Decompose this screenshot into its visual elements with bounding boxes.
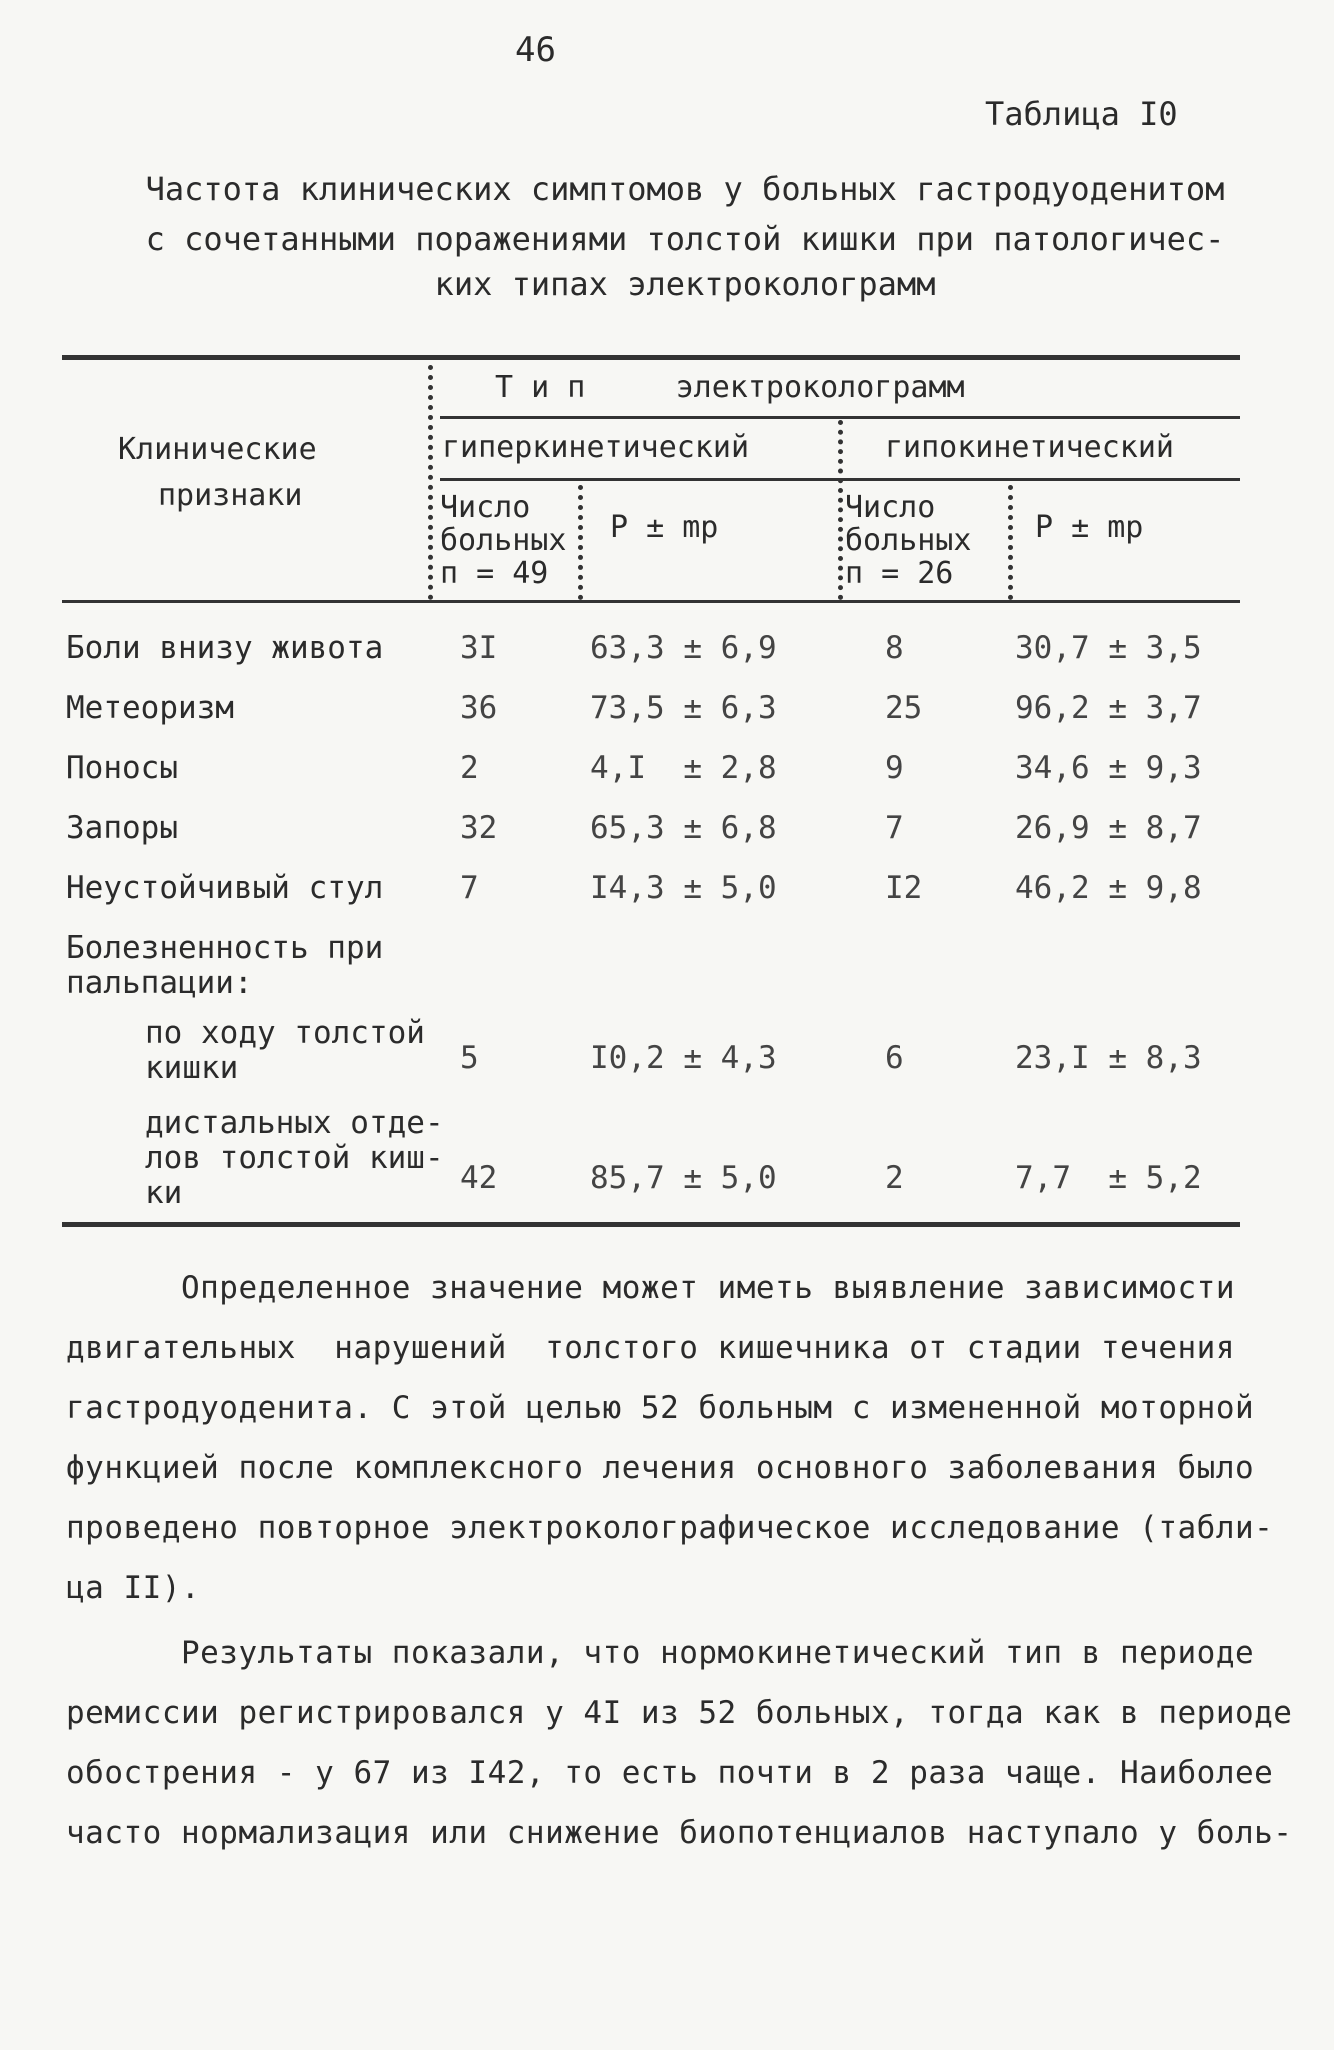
body-line-2: двигательных нарушений толстого кишечника от стадии течения bbox=[66, 1330, 1235, 1366]
row-n1: 36 bbox=[460, 690, 498, 726]
sub2-label-3: ки bbox=[145, 1175, 183, 1211]
row-n1: 7 bbox=[460, 870, 479, 906]
header-bottom-rule bbox=[62, 600, 1240, 603]
row-p1: 65,3 ± 6,8 bbox=[590, 810, 777, 846]
pain-header-2: пальпации: bbox=[66, 965, 253, 1001]
header-type: Т и п электрокологрaмм bbox=[495, 370, 965, 405]
pain-header-1: Болезненность при bbox=[66, 930, 384, 966]
row-p2: 23,I ± 8,3 bbox=[1015, 1040, 1202, 1076]
row-p2: 30,7 ± 3,5 bbox=[1015, 630, 1202, 666]
sub2-label-1: дистальных отде- bbox=[145, 1105, 444, 1141]
count-hyper-2: больных bbox=[440, 523, 567, 558]
body-line-1: Определенное значение может иметь выявление зависимости bbox=[66, 1270, 1235, 1306]
header-hyper: гиперкинетический bbox=[442, 430, 750, 465]
row-label: Метеоризм bbox=[66, 690, 234, 726]
table-bottom-rule bbox=[62, 1222, 1240, 1227]
count-hyper-3: п = 49 bbox=[440, 556, 549, 591]
table-title-line-2: с сочетанными поражениями толстой кишки при патологичес- bbox=[145, 220, 1225, 258]
col-header-signs-1: Клинические bbox=[118, 432, 317, 467]
row-n1: 3I bbox=[460, 630, 498, 666]
p-header-hyper: Р ± mр bbox=[610, 510, 719, 545]
body-line-6: ца II). bbox=[66, 1570, 201, 1606]
sub1-label-1: по ходу толстой bbox=[145, 1015, 425, 1051]
dotted-divider-count2 bbox=[1008, 485, 1013, 600]
table-label: Таблица I0 bbox=[985, 95, 1178, 133]
row-p2: 46,2 ± 9,8 bbox=[1015, 870, 1202, 906]
row-n2: 7 bbox=[885, 810, 904, 846]
table-title-line-1: Частота клинических симптомов у больных гастродуоденитом bbox=[145, 170, 1225, 208]
row-p2: 96,2 ± 3,7 bbox=[1015, 690, 1202, 726]
body-line-3: гастродуоденита. С этой целью 52 больным с измененной моторной bbox=[66, 1390, 1255, 1426]
row-p1: 4,I ± 2,8 bbox=[590, 750, 777, 786]
count-hyper-1: Число bbox=[440, 490, 531, 525]
header-divider-type bbox=[440, 416, 1240, 419]
row-p1: 63,3 ± 6,9 bbox=[590, 630, 777, 666]
row-n1: 42 bbox=[460, 1160, 498, 1196]
sub2-label-2: лов толстой киш- bbox=[145, 1140, 444, 1176]
row-p2: 26,9 ± 8,7 bbox=[1015, 810, 1202, 846]
row-n2: 2 bbox=[885, 1160, 904, 1196]
row-n1: 2 bbox=[460, 750, 479, 786]
body-line-4: функцией после комплексного лечения основного заболевания было bbox=[66, 1450, 1255, 1486]
header-hypo: гипокинетический bbox=[885, 430, 1174, 465]
row-n1: 5 bbox=[460, 1040, 479, 1076]
row-label: Боли внизу живота bbox=[66, 630, 384, 666]
row-p1: I4,3 ± 5,0 bbox=[590, 870, 777, 906]
body-line-9: обострения - у 67 из I42, то есть почти в 2 раза чаще. Наиболее bbox=[66, 1755, 1274, 1791]
p-header-hypo: Р ± mр bbox=[1035, 510, 1144, 545]
dotted-divider-signs bbox=[428, 365, 433, 600]
row-p1: 85,7 ± 5,0 bbox=[590, 1160, 777, 1196]
row-n2: 9 bbox=[885, 750, 904, 786]
body-line-7: Результаты показали, что нормокинетический тип в периоде bbox=[66, 1635, 1255, 1671]
row-p1: I0,2 ± 4,3 bbox=[590, 1040, 777, 1076]
table-title-line-3: ких типах электрокологрaмм bbox=[434, 265, 936, 303]
row-n2: 6 bbox=[885, 1040, 904, 1076]
count-hypo-3: п = 26 bbox=[845, 556, 954, 591]
row-n1: 32 bbox=[460, 810, 498, 846]
col-header-signs-2: признаки bbox=[158, 478, 303, 513]
row-p2: 7,7 ± 5,2 bbox=[1015, 1160, 1202, 1196]
row-n2: 8 bbox=[885, 630, 904, 666]
body-line-10: часто нормализация или снижение биопотенциалов наступало у боль- bbox=[66, 1815, 1293, 1851]
dotted-divider-hyper-hypo bbox=[838, 420, 843, 600]
body-line-5: проведено повторное электрокологрaфическое исследование (табли- bbox=[66, 1510, 1274, 1546]
row-p2: 34,6 ± 9,3 bbox=[1015, 750, 1202, 786]
count-hypo-2: больных bbox=[845, 523, 972, 558]
row-label: Запоры bbox=[66, 810, 178, 846]
page-number: 46 bbox=[515, 30, 556, 70]
body-line-8: ремиссии регистрировался у 4I из 52 больных, тогда как в периоде bbox=[66, 1695, 1293, 1731]
row-n2: I2 bbox=[885, 870, 923, 906]
dotted-divider-count1 bbox=[578, 485, 583, 600]
table-top-rule bbox=[62, 355, 1240, 360]
count-hypo-1: Число bbox=[845, 490, 936, 525]
row-label: Неустойчивый стул bbox=[66, 870, 384, 906]
row-n2: 25 bbox=[885, 690, 923, 726]
sub1-label-2: кишки bbox=[145, 1050, 239, 1086]
row-p1: 73,5 ± 6,3 bbox=[590, 690, 777, 726]
row-label: Поносы bbox=[66, 750, 178, 786]
